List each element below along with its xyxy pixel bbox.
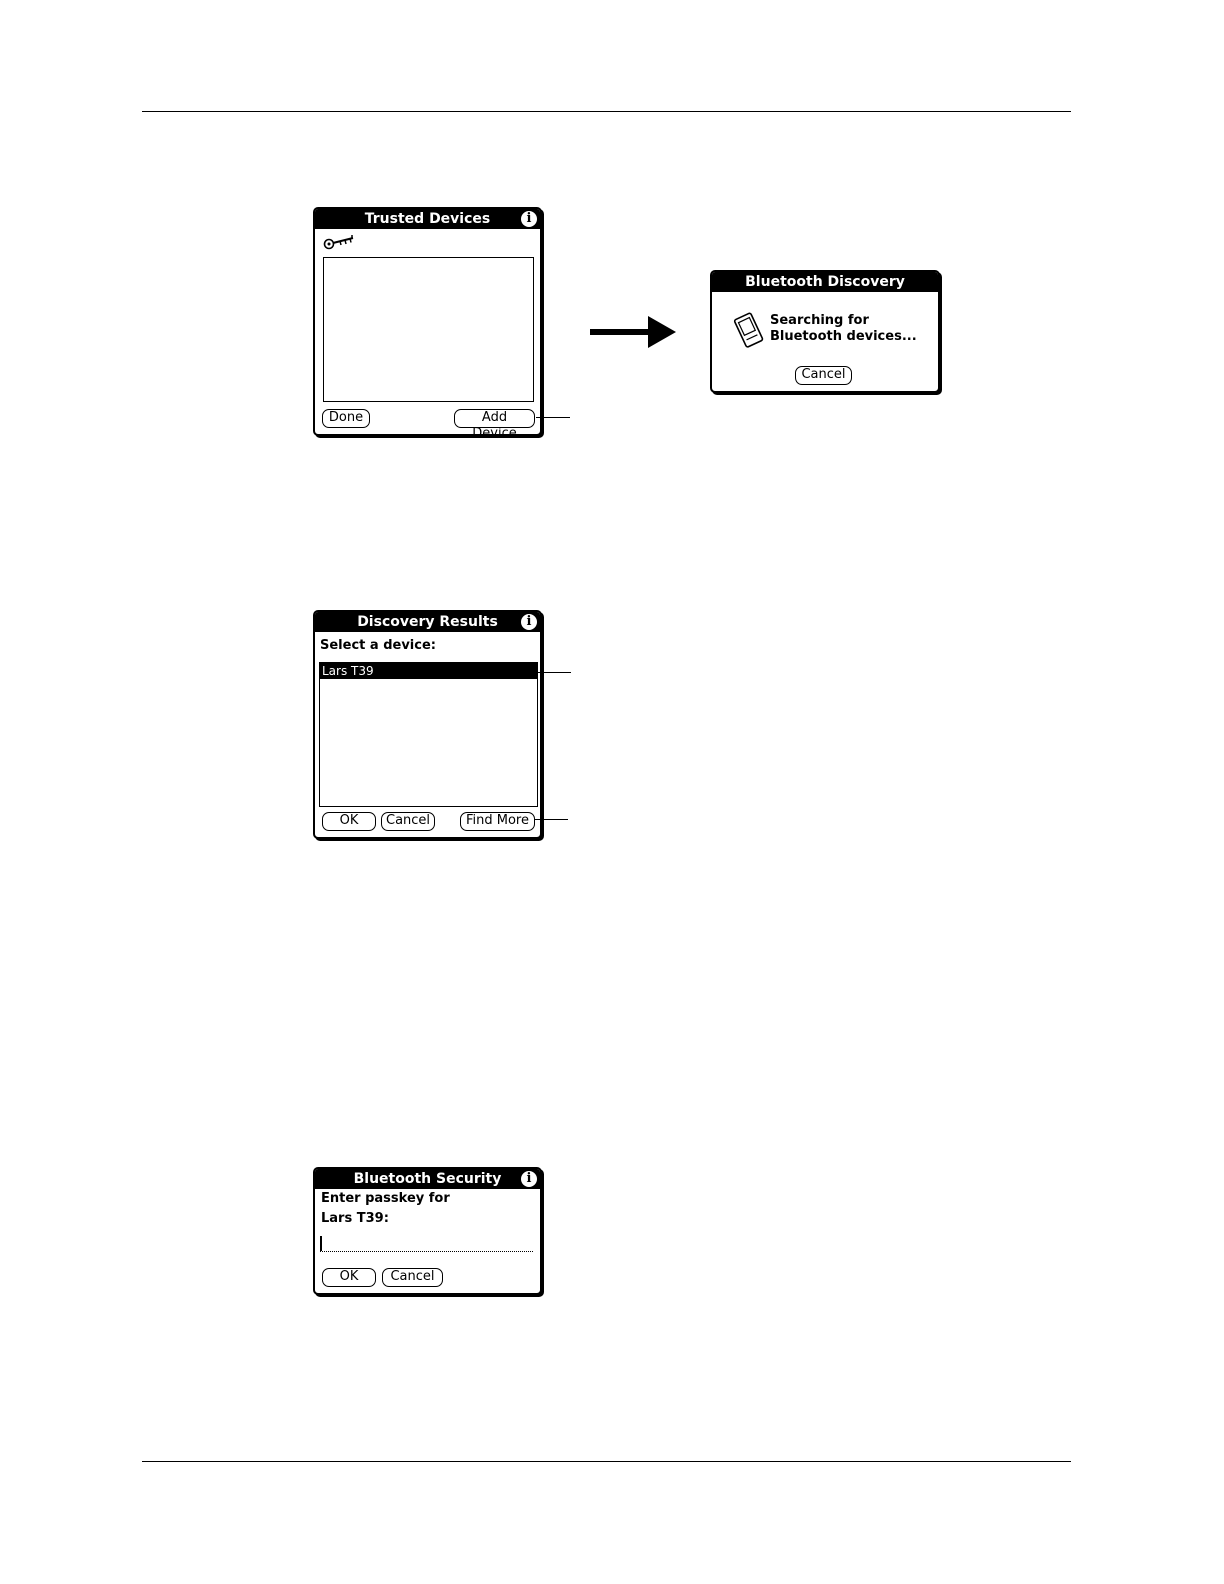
- device-list-callout-line: [538, 672, 571, 673]
- dialog-title: [315, 1169, 540, 1189]
- trusted-devices-title: Trusted Devices: [364, 211, 491, 227]
- cancel-button[interactable]: Cancel: [381, 812, 435, 831]
- passkey-input[interactable]: [320, 1235, 533, 1252]
- header-rule: [142, 111, 1071, 112]
- dialog-title: [315, 209, 540, 229]
- passkey-prompt-line1: Enter passkey for: [321, 1191, 450, 1206]
- info-icon[interactable]: i: [521, 1171, 537, 1187]
- bluetooth-security-title: Bluetooth Security: [353, 1171, 502, 1187]
- select-device-prompt: Select a device:: [320, 638, 436, 653]
- discovery-results-title: Discovery Results: [357, 614, 498, 630]
- cancel-button[interactable]: Cancel: [795, 366, 852, 385]
- device-list: [319, 662, 538, 807]
- arrow-right-icon: [588, 314, 678, 350]
- add-device-button[interactable]: Add Device: [454, 409, 535, 428]
- find-more-button[interactable]: Find More: [460, 812, 535, 831]
- info-icon[interactable]: i: [521, 211, 537, 227]
- info-icon[interactable]: i: [521, 614, 537, 630]
- key-icon: [323, 233, 357, 251]
- ok-button[interactable]: OK: [322, 1268, 376, 1287]
- trusted-devices-list[interactable]: [323, 257, 534, 402]
- bluetooth-discovery-dialog: [710, 270, 940, 393]
- text-cursor: [320, 1236, 322, 1251]
- done-button[interactable]: Done: [322, 409, 370, 428]
- device-list-item-selected[interactable]: Lars T39: [320, 663, 537, 679]
- footer-rule: [142, 1461, 1071, 1462]
- cancel-button[interactable]: Cancel: [382, 1268, 443, 1287]
- searching-message-line2: Bluetooth devices...: [770, 329, 917, 344]
- discovery-results-dialog: [313, 610, 542, 839]
- find-more-callout-line: [535, 819, 568, 820]
- searching-message-line1: Searching for: [770, 313, 869, 328]
- passkey-prompt-line2: Lars T39:: [321, 1211, 389, 1226]
- dialog-title: [712, 272, 938, 292]
- bluetooth-security-dialog: [313, 1167, 542, 1295]
- handheld-icon: [732, 312, 766, 350]
- dialog-title: [315, 612, 540, 632]
- trusted-devices-dialog: [313, 207, 542, 441]
- ok-button[interactable]: OK: [322, 812, 376, 831]
- bluetooth-discovery-title: Bluetooth Discovery: [745, 274, 905, 290]
- add-device-callout-line: [536, 417, 570, 418]
